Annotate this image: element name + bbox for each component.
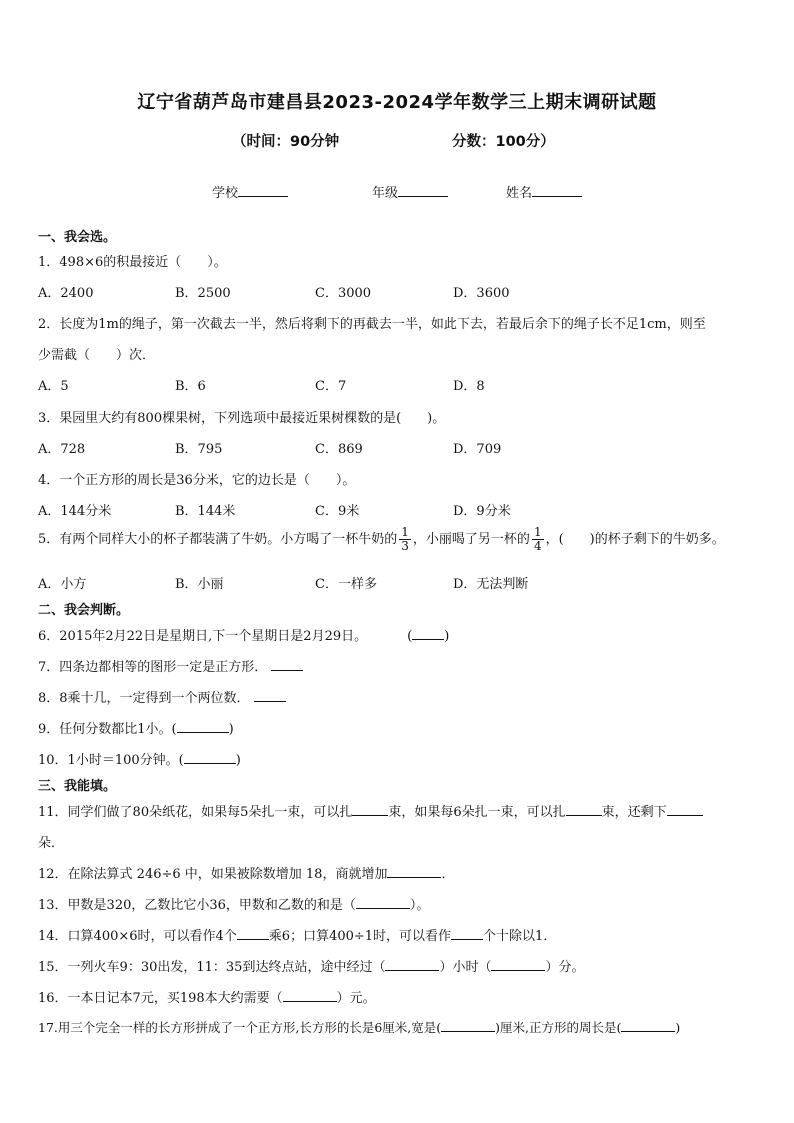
q2-option-c: C．7	[315, 379, 347, 394]
q9-answer-blank[interactable]	[177, 720, 229, 733]
question-2-line1: 2．长度为1m的绳子，第一次截去一半，然后将剩下的再截去一半，如此下去，若最后余下的绳子长不足1cm，则至	[38, 317, 706, 332]
q7-answer-blank[interactable]	[271, 658, 303, 671]
fraction-one-quarter	[532, 526, 544, 553]
q5-option-a: A．小方	[38, 577, 87, 592]
q14-part-b: 乘6；口算400÷1时，可以看作	[268, 929, 452, 944]
exam-score: 分数：100分）	[452, 134, 555, 150]
q4-option-c: C．9米	[315, 504, 360, 519]
fraction-denominator: 3	[401, 539, 409, 553]
q17-blank-1[interactable]	[441, 1019, 495, 1032]
q6-answer-blank[interactable]	[412, 627, 444, 640]
section-heading-fill: 三、我能填。	[38, 779, 117, 794]
grade-field	[372, 182, 448, 201]
q14-part-c: 个十除以1．	[483, 929, 557, 944]
q14-part-a: 14．口算400×6时，可以看作4个	[38, 929, 237, 944]
q10-answer-blank[interactable]	[184, 751, 236, 764]
q11-part-a: 11．同学们做了80朵纸花，如果每5朵扎一束，可以扎	[38, 805, 353, 820]
question-2-line2: 少需截（ ）次．	[38, 348, 156, 363]
q11-blank-1[interactable]	[352, 803, 388, 816]
page-title: 辽宁省葫芦岛市建昌县2023-2024学年数学三上期末调研试题	[137, 92, 657, 113]
q1-option-d: D．3600	[453, 286, 510, 301]
question-5	[38, 526, 725, 553]
q15-blank-2[interactable]	[491, 958, 545, 971]
q12-blank[interactable]	[387, 865, 441, 878]
q14-blank-1[interactable]	[237, 927, 269, 940]
q6-paren-close: )	[444, 629, 450, 644]
q1-option-b: B．2500	[175, 286, 231, 301]
q3-option-a: A．728	[38, 442, 86, 457]
school-blank[interactable]	[238, 185, 288, 197]
q12-part-b: ．	[441, 867, 455, 882]
q4-option-a: A．144分米	[38, 504, 112, 519]
q13-blank[interactable]	[356, 896, 410, 909]
q4-option-b: B．144米	[175, 504, 236, 519]
q3-option-c: C．869	[315, 442, 363, 457]
q6-text: 6．2015年2月22日是星期日,下一个星期日是2月29日。	[38, 629, 368, 644]
q4-option-d: D．9分米	[453, 504, 511, 519]
q17-part-c: )	[675, 1020, 681, 1035]
q15-part-a: 15．一列火车9：30出发，11：35到达终点站，途中经过（	[38, 960, 386, 975]
q9-close: )	[228, 722, 234, 737]
school-label: 学校	[212, 186, 239, 201]
q17-blank-2[interactable]	[621, 1019, 675, 1032]
q8-text: 8．8乘十几，一定得到一个两位数．	[38, 691, 250, 706]
question-9	[38, 718, 234, 737]
question-6	[38, 625, 449, 644]
q15-blank-1[interactable]	[385, 958, 439, 971]
question-8	[38, 687, 286, 706]
question-15	[38, 956, 584, 975]
school-field	[212, 182, 288, 201]
q9-text: 9．任何分数都比1小。(	[38, 722, 177, 737]
q3-option-d: D．709	[453, 442, 502, 457]
name-label: 姓名	[506, 186, 533, 201]
q2-option-a: A．5	[38, 379, 69, 394]
q2-option-b: B．6	[175, 379, 206, 394]
exam-time: （时间：90分钟	[232, 134, 340, 150]
q16-part-a: 16．一本日记本7元，买198本大约需要（	[38, 991, 283, 1006]
question-4: 4．一个正方形的周长是36分米，它的边长是（ ）。	[38, 473, 356, 488]
question-16	[38, 987, 376, 1006]
q15-part-b: ）小时（	[439, 960, 492, 975]
name-blank[interactable]	[532, 185, 582, 197]
q1-option-c: C．3000	[315, 286, 372, 301]
q5-part3: ，( )的杯子剩下的牛奶多。	[545, 532, 725, 547]
q5-option-d: D．无法判断	[453, 577, 529, 592]
q15-part-c: ）分。	[545, 960, 585, 975]
name-field	[506, 182, 582, 201]
question-13	[38, 894, 429, 913]
question-17	[38, 1018, 680, 1036]
q8-answer-blank[interactable]	[254, 689, 286, 702]
q14-blank-2[interactable]	[451, 927, 483, 940]
q11-blank-2[interactable]	[566, 803, 602, 816]
question-11-line2: 朵．	[38, 836, 65, 851]
q16-blank[interactable]	[283, 989, 337, 1002]
q10-text: 10．1小时＝100分钟。(	[38, 753, 184, 768]
q17-part-b: )厘米,正方形的周长是(	[495, 1020, 622, 1035]
q12-part-a: 12．在除法算式 246÷6 中，如果被除数增加 18，商就增加	[38, 867, 388, 882]
q6-paren-open: (	[407, 629, 413, 644]
q7-text: 7．四条边都相等的图形一定是正方形．	[38, 660, 268, 675]
q17-part-a: 17.用三个完全一样的长方形拼成了一个正方形,长方形的长是6厘米,宽是(	[38, 1020, 442, 1035]
q2-option-d: D．8	[453, 379, 485, 394]
q5-option-c: C．一样多	[315, 577, 377, 592]
grade-label: 年级	[372, 186, 399, 201]
q10-close: )	[235, 753, 241, 768]
q1-option-a: A．2400	[38, 286, 94, 301]
section-heading-choice: 一、我会选。	[38, 230, 117, 245]
q11-blank-3[interactable]	[667, 803, 703, 816]
section-heading-judge: 二、我会判断。	[38, 603, 130, 618]
q13-part-a: 13．甲数是320，乙数比它小36，甲数和乙数的和是（	[38, 898, 356, 913]
grade-blank[interactable]	[398, 185, 448, 197]
question-3: 3．果园里大约有800棵果树，下列选项中最接近果树棵数的是( )。	[38, 411, 446, 426]
q3-option-b: B．795	[175, 442, 223, 457]
q5-part2: ，小丽喝了另一杯的	[412, 532, 530, 547]
question-11	[38, 801, 703, 820]
fraction-one-third	[399, 526, 411, 553]
q11-part-b: 束，如果每6朵扎一束，可以扎	[388, 805, 566, 820]
question-12	[38, 863, 454, 882]
q5-part1: 5．有两个同样大小的杯子都装满了牛奶。小方喝了一杯牛奶的	[38, 532, 398, 547]
question-14	[38, 925, 556, 944]
q13-part-b: ）。	[409, 898, 430, 913]
question-10	[38, 749, 241, 768]
fraction-numerator: 1	[533, 525, 542, 539]
q11-part-c: 束，还剩下	[601, 805, 667, 820]
fraction-denominator: 4	[533, 539, 542, 553]
q16-part-b: ）元。	[336, 991, 376, 1006]
question-1: 1．498×6的积最接近（ ）。	[38, 255, 227, 270]
q5-option-b: B．小丽	[175, 577, 224, 592]
question-7	[38, 656, 303, 675]
fraction-numerator: 1	[401, 525, 409, 539]
